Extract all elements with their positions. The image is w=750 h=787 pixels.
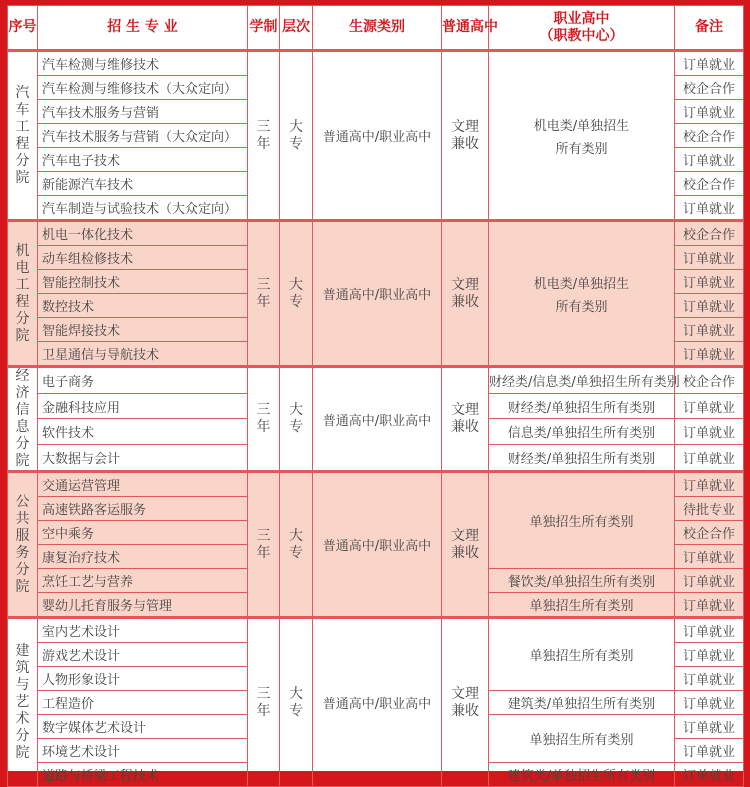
general-high-cell-text: 文理兼收 [451, 402, 479, 435]
level-cell-text: 大专 [289, 402, 303, 435]
header-vocational-high: 职业高中 （职教中心） [489, 6, 675, 51]
note-cell: 校企合作 [675, 521, 744, 545]
major-cell: 高速铁路客运服务 [38, 497, 248, 521]
level-cell [280, 51, 313, 221]
source-cell: 普通高中/职业高中 [313, 618, 442, 787]
duration-cell-text: 三年 [256, 527, 271, 561]
vocational-cell [489, 691, 675, 715]
major-cell: 新能源汽车技术 [38, 172, 248, 196]
header-level: 层次 [280, 6, 313, 51]
note-cell: 校企合作 [675, 367, 744, 394]
vocational-cell [489, 393, 675, 419]
major-cell: 婴幼儿托育服务与管理 [38, 593, 248, 618]
table-row [8, 618, 744, 643]
general-high-cell [442, 618, 489, 787]
vocational-text: 机电类/单独招生 [533, 118, 630, 134]
header-note: 备注 [675, 6, 744, 51]
major-cell: 智能焊接技术 [38, 318, 248, 342]
source-cell: 普通高中/职业高中 [313, 367, 442, 472]
table-row [8, 221, 744, 246]
header-general-high: 普通高中 [442, 6, 489, 51]
header-source: 生源类别 [313, 6, 442, 51]
level-cell-text: 大专 [289, 685, 303, 719]
duration-cell-text: 三年 [256, 276, 271, 310]
source-cell: 普通高中/职业高中 [313, 221, 442, 367]
department-cell-text: 建筑与艺术分院 [15, 643, 30, 761]
note-cell: 校企合作 [675, 172, 744, 196]
table-row [8, 367, 744, 394]
vocational-cell [489, 593, 675, 618]
major-cell: 汽车检测与维修技术（大众定向） [38, 76, 248, 100]
department-cell [8, 51, 38, 221]
vocational-text: 财经类/单独招生所有类别 [507, 452, 656, 468]
major-cell: 金融科技应用 [38, 393, 248, 419]
major-cell: 游戏艺术设计 [38, 643, 248, 667]
duration-cell [248, 51, 280, 221]
vocational-text: 单独招生所有类别 [529, 515, 634, 530]
major-cell: 康复治疗技术 [38, 545, 248, 569]
note-cell: 订单就业 [675, 667, 744, 691]
vocational-cell [489, 445, 675, 472]
major-cell: 汽车技术服务与营销 [38, 100, 248, 124]
source-cell: 普通高中/职业高中 [313, 51, 442, 221]
note-cell: 订单就业 [675, 100, 744, 124]
major-cell: 道路与桥梁工程技术 [38, 763, 248, 787]
note-cell: 订单就业 [675, 445, 744, 472]
general-high-cell [442, 221, 489, 367]
vocational-text: 单独招生所有类别 [529, 599, 634, 614]
general-high-cell-text: 文理兼收 [451, 276, 479, 310]
general-high-cell-text: 文理兼收 [451, 685, 479, 719]
major-cell: 数控技术 [38, 294, 248, 318]
table-row [8, 472, 744, 497]
major-cell: 工程造价 [38, 691, 248, 715]
major-cell: 环境艺术设计 [38, 739, 248, 763]
major-cell: 汽车制造与试验技术（大众定向） [38, 196, 248, 221]
note-cell: 订单就业 [675, 196, 744, 221]
note-cell: 待批专业 [675, 497, 744, 521]
vocational-text: 餐饮类/单独招生所有类别 [507, 575, 656, 590]
note-cell: 订单就业 [675, 715, 744, 739]
major-cell: 数字媒体艺术设计 [38, 715, 248, 739]
level-cell [280, 221, 313, 367]
vocational-cell [489, 221, 675, 367]
note-cell: 订单就业 [675, 569, 744, 593]
major-cell: 电子商务 [38, 367, 248, 394]
level-cell [280, 618, 313, 787]
note-cell: 订单就业 [675, 270, 744, 294]
department-cell [8, 221, 38, 367]
note-cell: 订单就业 [675, 739, 744, 763]
level-cell-text: 大专 [289, 118, 303, 152]
note-cell: 校企合作 [675, 76, 744, 100]
duration-cell [248, 221, 280, 367]
note-cell: 校企合作 [675, 221, 744, 246]
note-cell: 订单就业 [675, 294, 744, 318]
vocational-cell [489, 763, 675, 787]
admissions-table-frame [7, 5, 743, 784]
note-cell: 订单就业 [675, 618, 744, 643]
vocational-text: 单独招生所有类别 [529, 733, 634, 748]
duration-cell-text: 三年 [256, 402, 271, 435]
vocational-text: 建筑类/单独招生所有类别 [507, 769, 656, 784]
major-cell: 空中乘务 [38, 521, 248, 545]
major-cell: 大数据与会计 [38, 445, 248, 472]
duration-cell-text: 三年 [256, 685, 271, 719]
major-cell: 室内艺术设计 [38, 618, 248, 643]
note-cell: 订单就业 [675, 691, 744, 715]
level-cell-text: 大专 [289, 276, 303, 310]
note-cell: 订单就业 [675, 246, 744, 270]
duration-cell [248, 367, 280, 472]
note-cell: 订单就业 [675, 342, 744, 367]
department-cell-text: 机电工程分院 [15, 242, 30, 344]
vocational-cell [489, 367, 680, 394]
vocational-text: 单独招生所有类别 [529, 649, 634, 664]
vocational-cell [489, 472, 675, 569]
major-cell: 智能控制技术 [38, 270, 248, 294]
general-high-cell [442, 472, 489, 618]
note-cell: 订单就业 [675, 419, 744, 445]
department-cell [8, 472, 38, 618]
note-cell: 订单就业 [675, 318, 744, 342]
department-cell-text: 汽车工程分院 [15, 84, 30, 186]
duration-cell-text: 三年 [256, 118, 271, 152]
note-cell: 校企合作 [675, 124, 744, 148]
duration-cell [248, 472, 280, 618]
major-cell: 烹饪工艺与营养 [38, 569, 248, 593]
vocational-text: 机电类/单独招生 [533, 276, 630, 292]
vocational-text: 建筑类/单独招生所有类别 [507, 697, 656, 712]
note-cell: 订单就业 [675, 593, 744, 618]
major-cell: 汽车电子技术 [38, 148, 248, 172]
header-major: 招 生 专 业 [38, 6, 248, 51]
vocational-text: 财经类/单独招生所有类别 [507, 400, 656, 416]
department-cell [8, 367, 38, 472]
level-cell-text: 大专 [289, 527, 303, 561]
vocational-text: 所有类别 [555, 141, 608, 157]
level-cell [280, 472, 313, 618]
vocational-text: 财经类/信息类/单独招生所有类别 [489, 374, 680, 390]
vocational-cell [489, 51, 675, 221]
admissions-table [7, 5, 744, 787]
note-cell: 订单就业 [675, 643, 744, 667]
vocational-cell [489, 618, 675, 691]
major-cell: 汽车技术服务与营销（大众定向） [38, 124, 248, 148]
major-cell: 交通运营管理 [38, 472, 248, 497]
major-cell: 机电一体化技术 [38, 221, 248, 246]
department-cell-text: 公共服务分院 [15, 493, 30, 595]
note-cell: 订单就业 [675, 763, 744, 787]
note-cell: 订单就业 [675, 148, 744, 172]
header-index: 序号 [8, 6, 38, 51]
major-cell: 软件技术 [38, 419, 248, 445]
vocational-cell [489, 419, 675, 445]
level-cell [280, 367, 313, 472]
major-cell: 汽车检测与维修技术 [38, 51, 248, 76]
vocational-text: 所有类别 [555, 299, 608, 315]
duration-cell [248, 618, 280, 787]
header-row [8, 6, 744, 51]
department-cell [8, 618, 38, 787]
general-high-cell [442, 51, 489, 221]
note-cell: 订单就业 [675, 545, 744, 569]
vocational-cell [489, 569, 675, 593]
header-duration: 学制 [248, 6, 280, 51]
source-cell: 普通高中/职业高中 [313, 472, 442, 618]
vocational-text: 信息类/单独招生所有类别 [507, 426, 656, 442]
vocational-cell [489, 715, 675, 763]
general-high-cell [442, 367, 489, 472]
general-high-cell-text: 文理兼收 [451, 118, 479, 152]
department-cell-text: 经济信息分院 [15, 368, 30, 469]
major-cell: 卫星通信与导航技术 [38, 342, 248, 367]
general-high-cell-text: 文理兼收 [451, 527, 479, 561]
note-cell: 订单就业 [675, 472, 744, 497]
note-cell: 订单就业 [675, 51, 744, 76]
note-cell: 订单就业 [675, 393, 744, 419]
major-cell: 动车组检修技术 [38, 246, 248, 270]
major-cell: 人物形象设计 [38, 667, 248, 691]
table-row [8, 51, 744, 76]
